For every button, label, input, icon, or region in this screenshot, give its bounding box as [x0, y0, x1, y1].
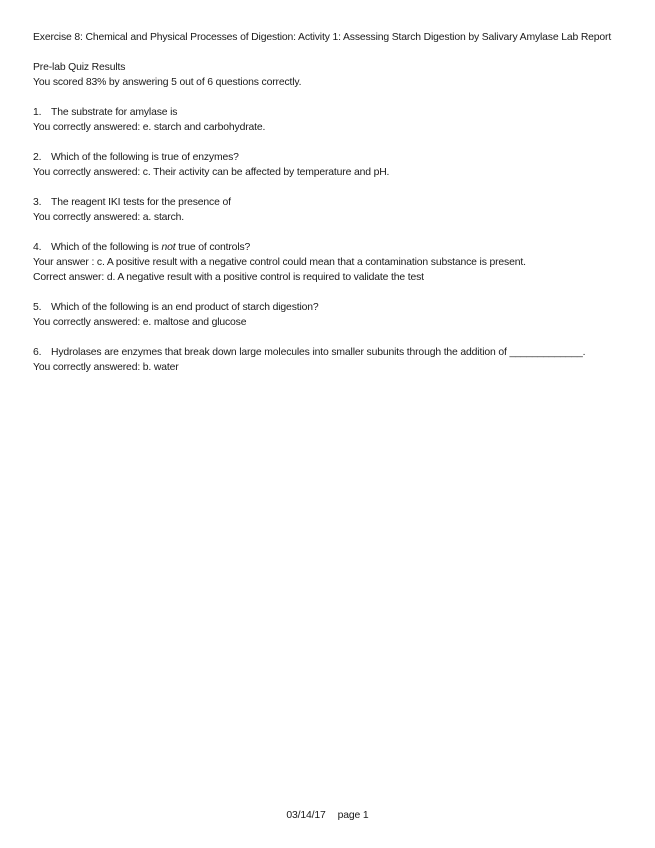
- score-line: You scored 83% by answering 5 out of 6 questions correctly.: [33, 77, 302, 88]
- title-text: Exercise 8: Chemical and Physical Processes of Digestion: Activity 1: Assessing Starch Digestion by Salivary Amylase Lab Report: [33, 32, 612, 43]
- question-1: [33, 105, 633, 135]
- answer-text: You correctly answered: c. Their activity can be affected by temperature and pH.: [33, 167, 390, 178]
- question-3: [33, 195, 633, 225]
- question-number: 3.: [33, 197, 42, 208]
- answer-text: You correctly answered: b. water: [33, 362, 179, 373]
- answer-text: You correctly answered: a. starch.: [33, 212, 185, 223]
- question-prompt-end: true of controls?: [175, 242, 251, 253]
- footer-page-number: page 1: [337, 810, 369, 821]
- quiz-summary: [33, 60, 633, 90]
- question-number: 5.: [33, 302, 42, 313]
- question-number: 4.: [33, 242, 42, 253]
- question-5: [33, 300, 633, 330]
- section-heading: Pre-lab Quiz Results: [33, 62, 126, 73]
- question-number: 1.: [33, 107, 42, 118]
- correct-answer-text: Correct answer: d. A negative result with a positive control is required to validate the test: [33, 272, 424, 283]
- question-prompt: Which of the following is an end product of starch digestion?: [51, 302, 319, 313]
- question-text: [33, 240, 633, 255]
- question-prompt: Which of the following is true of enzymes?: [51, 152, 239, 163]
- page-footer: [0, 809, 655, 823]
- document-page: [33, 30, 633, 375]
- document-title: [33, 30, 633, 45]
- question-text: [33, 195, 633, 210]
- question-number: 6.: [33, 347, 42, 358]
- question-text: [33, 345, 633, 360]
- question-6: [33, 345, 633, 375]
- question-text: [33, 300, 633, 315]
- footer-date: 03/14/17: [286, 810, 326, 821]
- question-2: [33, 150, 633, 180]
- question-number: 2.: [33, 152, 42, 163]
- your-answer-text: Your answer : c. A positive result with a negative control could mean that a contamination substance is present.: [33, 257, 526, 268]
- answer-text: You correctly answered: e. maltose and glucose: [33, 317, 247, 328]
- question-prompt: Hydrolases are enzymes that break down large molecules into smaller subunits through the addition of _____________.: [51, 347, 586, 358]
- question-prompt: The reagent IKI tests for the presence of: [51, 197, 231, 208]
- question-prompt-start: Which of the following is: [51, 242, 162, 253]
- question-prompt-emphasis: not: [161, 242, 176, 253]
- question-text: [33, 150, 633, 165]
- question-4: [33, 240, 633, 285]
- question-prompt: The substrate for amylase is: [51, 107, 178, 118]
- answer-text: You correctly answered: e. starch and carbohydrate.: [33, 122, 266, 133]
- question-text: [33, 105, 633, 120]
